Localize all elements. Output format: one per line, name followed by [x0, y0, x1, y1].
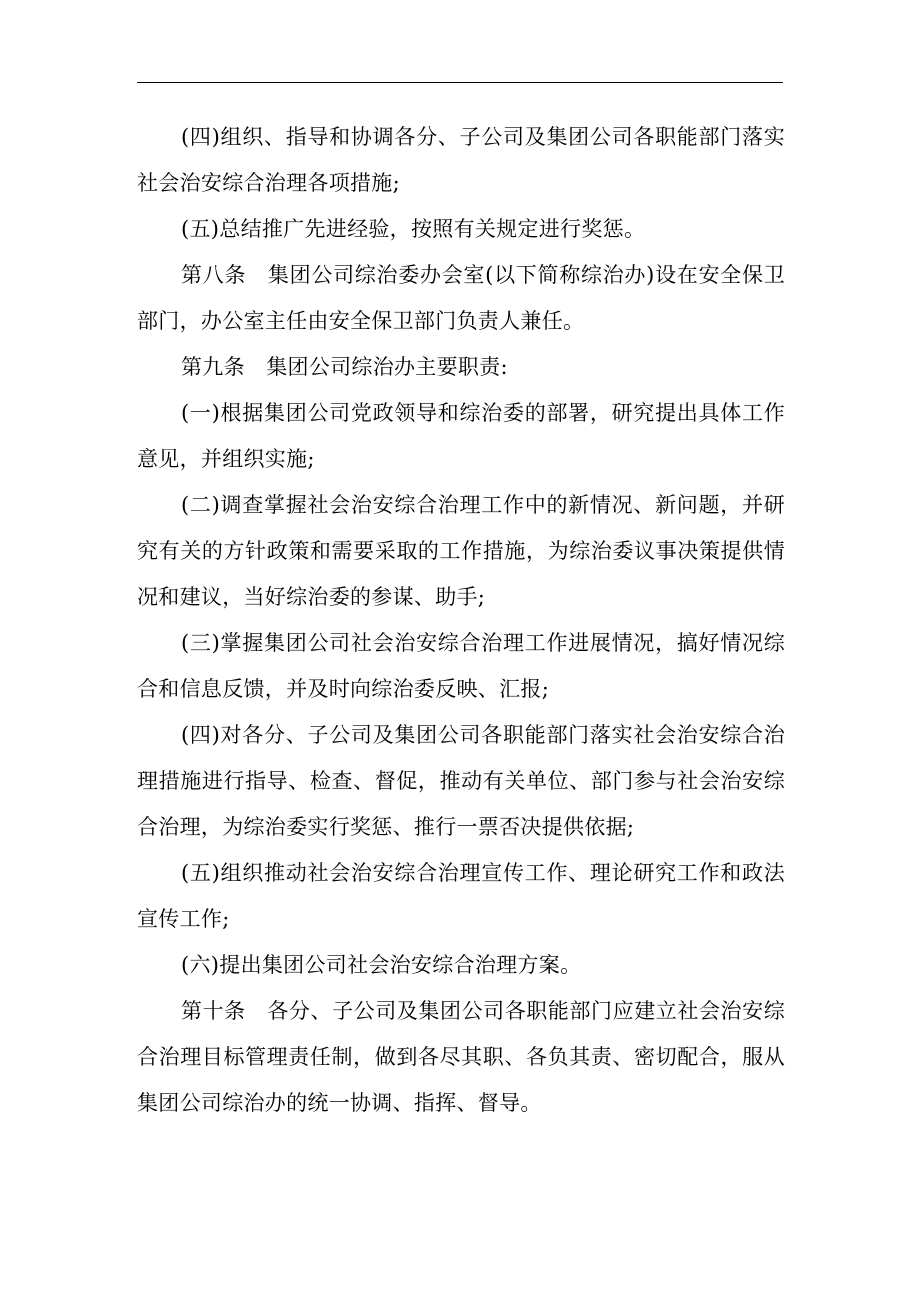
header-rule: [137, 82, 783, 83]
duty-item-3: (三)掌握集团公司社会治安综合治理工作进展情况，搞好情况综合和信息反馈，并及时向综治委反映、汇报;: [137, 631, 785, 701]
article-10: 第十条 各分、子公司及集团公司各职能部门应建立社会治安综合治理目标管理责任制，做到各尽其职、各负其责、密切配合，服从集团公司综治办的统一协调、指挥、督导。: [137, 999, 785, 1115]
paragraph-item-5: (五)总结推广先进经验，按照有关规定进行奖惩。: [181, 217, 646, 241]
duty-item-6: (六)提出集团公司社会治安综合治理方案。: [181, 953, 582, 977]
duty-item-4: (四)对各分、子公司及集团公司各职能部门落实社会治安综合治理措施进行指导、检查、督促，推动有关单位、部门参与社会治安综合治理，为综治委实行奖惩、推行一票否决提供依据;: [137, 723, 785, 839]
duty-item-2: (二)调查掌握社会治安综合治理工作中的新情况、新问题，并研究有关的方针政策和需要采取的工作措施，为综治委议事决策提供情况和建议，当好综治委的参谋、助手;: [137, 493, 785, 609]
duty-item-5: (五)组织推动社会治安综合治理宣传工作、理论研究工作和政法宣传工作;: [137, 861, 785, 931]
article-9: 第九条 集团公司综治办主要职责:: [181, 355, 508, 379]
paragraph-item-4: (四)组织、指导和协调各分、子公司及集团公司各职能部门落实社会治安综合治理各项措施;: [137, 125, 785, 195]
article-8: 第八条 集团公司综治委办会室(以下简称综治办)设在安全保卫部门，办公室主任由安全保卫部门负责人兼任。: [137, 263, 785, 333]
duty-item-1: (一)根据集团公司党政领导和综治委的部署，研究提出具体工作意见，并组织实施;: [137, 401, 785, 471]
document-body: [137, 114, 785, 1126]
